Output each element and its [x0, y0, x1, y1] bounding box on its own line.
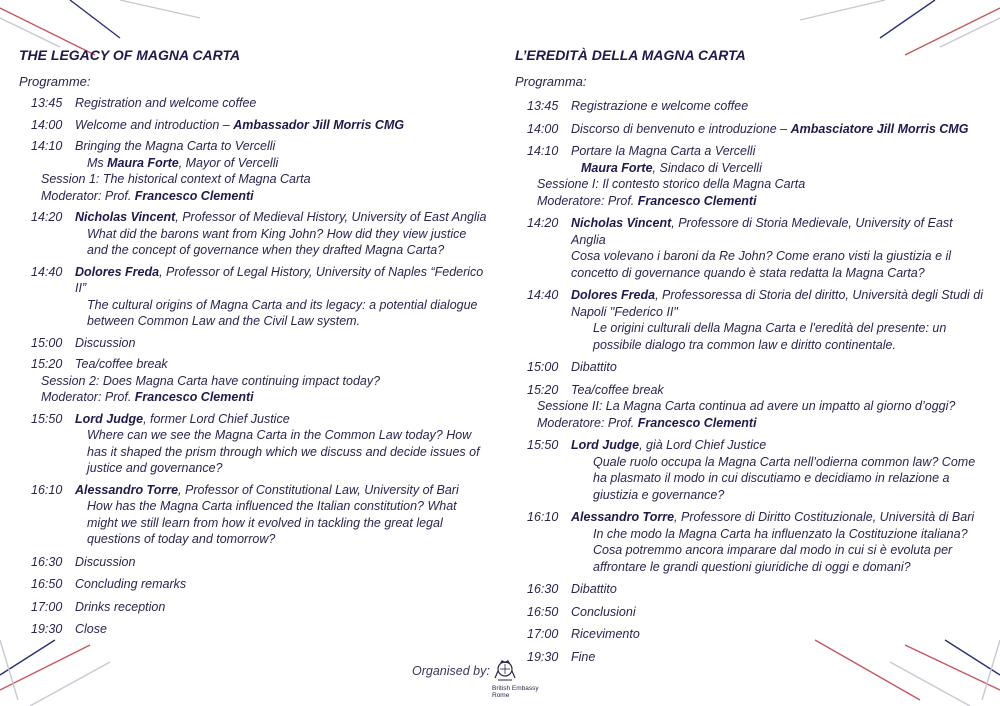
schedule-item: 15:20 Tea/coffee break Sessione II: La Magna Carta continua ad avere un impatto al giorno d’oggi? Moderatore: Prof. Francesco Clementi [527, 382, 956, 430]
schedule-item: 14:10 Bringing the Magna Carta to Vercelli Ms Maura Forte, Mayor of Vercelli Session 1: The historical context of Magna Carta Moderator: Prof. Francesco Clementi [31, 139, 311, 203]
schedule-item: 14:20 Nicholas Vincent, Professor of Medieval History, University of East Anglia What did the barons want from King John? How did they view justice and the concept of governance when they drafted Magna Carta? [31, 210, 487, 257]
schedule-item: 16:50 Conclusioni [527, 604, 636, 619]
schedule-item: 15:00 Dibattito [527, 360, 617, 374]
schedule-item: 15:20 Tea/coffee break Session 2: Does Magna Carta have continuing impact today? Moderator: Prof. Francesco Clementi [31, 357, 381, 404]
british-embassy-logo [492, 658, 539, 699]
schedule-item: 17:00 Ricevimento [527, 627, 640, 641]
schedule-item: 19:30 Close [31, 622, 107, 636]
italian-programme [515, 46, 985, 665]
schedule-item: 16:10 Alessandro Torre, Professore di Diritto Costituzionale, Università di Bari In che modo la Magna Carta ha influenzato la Costituzione italiana? Cosa potremmo ancora imparare dal modo in cui si è evoluta per affrontare le grandi questioni giuridiche di oggi e domani? [527, 510, 975, 574]
schedule-item: 13:45 Registrazione e welcome coffee [527, 99, 749, 113]
schedule-item: 16:30 Discussion [31, 554, 136, 569]
schedule-item: 16:10 Alessandro Torre, Professor of Constitutional Law, University of Bari How has the Magna Carta influenced the Italian constitution? What might we still learn from how it evolved in tackling the great legal questions of today and tomorrow? [31, 482, 459, 546]
royal-crest-icon [492, 658, 518, 684]
schedule-item: 14:20 Nicholas Vincent, Professore di Storia Medievale, University of East Anglia Cosa volevano i baroni da Re John? Come erano visti la giustizia e il concetto di governance quando è stata redatta la Magna Carta? [527, 216, 953, 280]
schedule-item: 15:50 Lord Judge, former Lord Chief Justice Where can we see the Magna Carta in the Common Law today? How has it shaped the prism through which we discuss and decide issues of justice and governance? [31, 411, 480, 475]
schedule-item: 14:40 Dolores Freda, Professor of Legal History, University of Naples “Federico II” The cultural origins of Magna Carta and its legacy: a potential dialogue between Common Law and the Civil Law system. [31, 264, 484, 328]
english-programme [19, 46, 489, 638]
schedule-item: 14:40 Dolores Freda, Professoressa di Storia del diritto, Università degli Studi di Napoli "Federico II" Le origini culturali della Magna Carta e l'eredità del presente: un possibile dialogo tra common law e diritto continentale. [527, 288, 983, 352]
english-title: THE LEGACY OF MAGNA CARTA [19, 47, 241, 63]
organised-by-label: Organised by: [412, 664, 490, 678]
italian-title: L’EREDITÀ DELLA MAGNA CARTA [515, 47, 746, 63]
schedule-item: 14:00 Welcome and introduction – Ambassador Jill Morris CMG [31, 117, 405, 132]
schedule-item: 17:00 Drinks reception [31, 599, 166, 614]
schedule-item: 14:10 Portare la Magna Carta a Vercelli Maura Forte, Sindaco di Vercelli Sessione I: Il contesto storico della Magna Carta Moderatore: Prof. Francesco Clementi [527, 144, 806, 208]
italian-programme-label: Programma: [515, 74, 587, 89]
english-programme-label: Programme: [19, 74, 91, 89]
schedule-item: 16:30 Dibattito [527, 582, 617, 596]
schedule-item: 13:45 Registration and welcome coffee [31, 96, 257, 110]
organisation-name: British Embassy Rome [492, 685, 539, 699]
schedule-item: 14:00 Discorso di benvenuto e introduzione – Ambasciatore Jill Morris CMG [527, 121, 969, 136]
schedule-item: 16:50 Concluding remarks [31, 577, 187, 591]
schedule-item: 15:00 Discussion [31, 335, 136, 350]
schedule-item: 15:50 Lord Judge, già Lord Chief Justice Quale ruolo occupa la Magna Carta nell’odierna common law? Come ha plasmato il modo in cui discutiamo e decidiamo in relazione a giustizia e governance? [527, 438, 976, 502]
schedule-item: 19:30 Fine [527, 649, 596, 664]
